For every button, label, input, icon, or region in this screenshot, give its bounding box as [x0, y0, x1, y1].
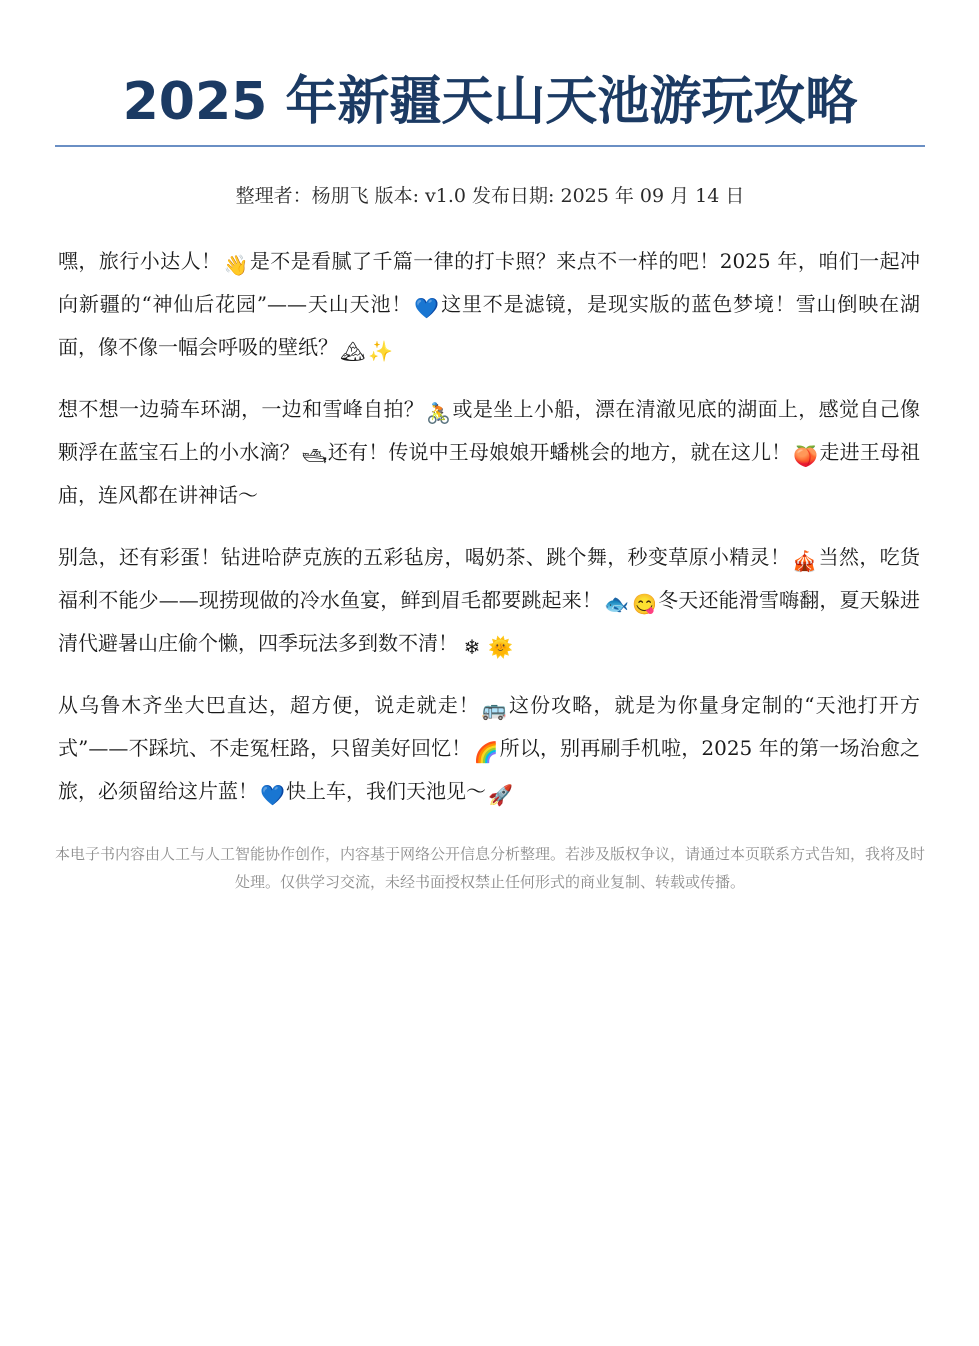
cyclist-icon: 🚴 — [426, 401, 452, 425]
title-divider — [55, 145, 925, 147]
boat-icon: 🛥 — [301, 444, 328, 468]
paragraph-text: 走进王母祖庙，连风都在讲神话～ — [58, 440, 921, 507]
waving-hand-icon: 👋 — [223, 253, 249, 277]
paragraph-text: 快上车，我们天池见～ — [286, 779, 486, 803]
yum-face-icon: 😋 — [632, 592, 657, 616]
paragraph-text: 所以，别再刷手机啦，2025 年的第一场治愈之旅，必须留给这片蓝！ — [58, 736, 920, 803]
paragraph-text: 当然，吃货福利不能少——现捞现做的冷水鱼宴，鲜到眉毛都要跳起来！ — [58, 545, 921, 612]
paragraph-text: 嘿，旅行小达人！ — [58, 249, 222, 273]
copyright-disclaimer: 本电子书内容由人工与人工智能协作创作，内容基于网络公开信息分析整理。若涉及版权争议，请通过本页联系方式告知，我将及时处理。仅供学习交流，未经书面授权禁止任何形式的商业复制、转载或传播。 — [55, 845, 926, 891]
paragraph-text: 还有！传说中王母娘娘开蟠桃会的地方，就在这儿！ — [327, 440, 792, 464]
paragraph-text: 这里不是滤镜，是现实版的蓝色梦境！雪山倒映在湖面，像不像一幅会呼吸的壁纸？ — [58, 292, 921, 359]
body-text — [58, 240, 920, 832]
blue-heart-icon: 💙 — [260, 783, 285, 807]
document-meta: 整理者：杨朋飞 版本: v1.0 发布日期: 2025 年 09 月 14 日 — [235, 185, 745, 207]
tent-icon: 🎪 — [792, 549, 818, 573]
paragraph-text: 是不是看腻了千篇一律的打卡照？来点不一样的吧！2025 年，咱们一起冲向新疆的“神仙后花园”——天山天池！ — [58, 249, 920, 316]
paragraph-text: 冬天还能滑雪嗨翻，夏天躲进清代避暑山庄偷个懒，四季玩法多到数不清！ — [58, 588, 920, 655]
snowflake-icon: ❄ — [463, 635, 481, 659]
fish-icon: 🐟 — [604, 592, 629, 616]
document-title: 2025 年新疆天山天池游玩攻略 — [122, 72, 858, 132]
bus-icon: 🚌 — [481, 697, 507, 721]
paragraph-text: 别急，还有彩蛋！钻进哈萨克族的五彩毡房，喝奶茶、跳个舞，秒变草原小精灵！ — [58, 545, 791, 569]
snow-mountain-icon: 🏔 — [340, 339, 366, 363]
sparkles-icon: ✨ — [368, 339, 393, 363]
rocket-icon: 🚀 — [488, 783, 513, 807]
paragraph-text: 想不想一边骑车环湖，一边和雪峰自拍？ — [58, 397, 425, 421]
rainbow-icon: 🌈 — [473, 740, 499, 764]
paragraph-text: 或是坐上小船，漂在清澈见底的湖面上，感觉自己像颗浮在蓝宝石上的小水滴？ — [58, 397, 921, 464]
body-paragraph — [58, 388, 920, 517]
paragraph-text: 从乌鲁木齐坐大巴直达，超方便，说走就走！ — [58, 693, 480, 717]
body-paragraph — [58, 536, 920, 665]
paragraph-text: 这份攻略，就是为你量身定制的“天池打开方式”——不踩坑、不走冤枉路，只留美好回忆！ — [58, 693, 920, 760]
peach-icon: 🍑 — [793, 444, 819, 468]
blue-heart-icon: 💙 — [414, 296, 440, 320]
body-paragraph — [58, 684, 920, 813]
sun-icon: 🌞 — [488, 635, 513, 659]
body-paragraph — [58, 240, 920, 369]
